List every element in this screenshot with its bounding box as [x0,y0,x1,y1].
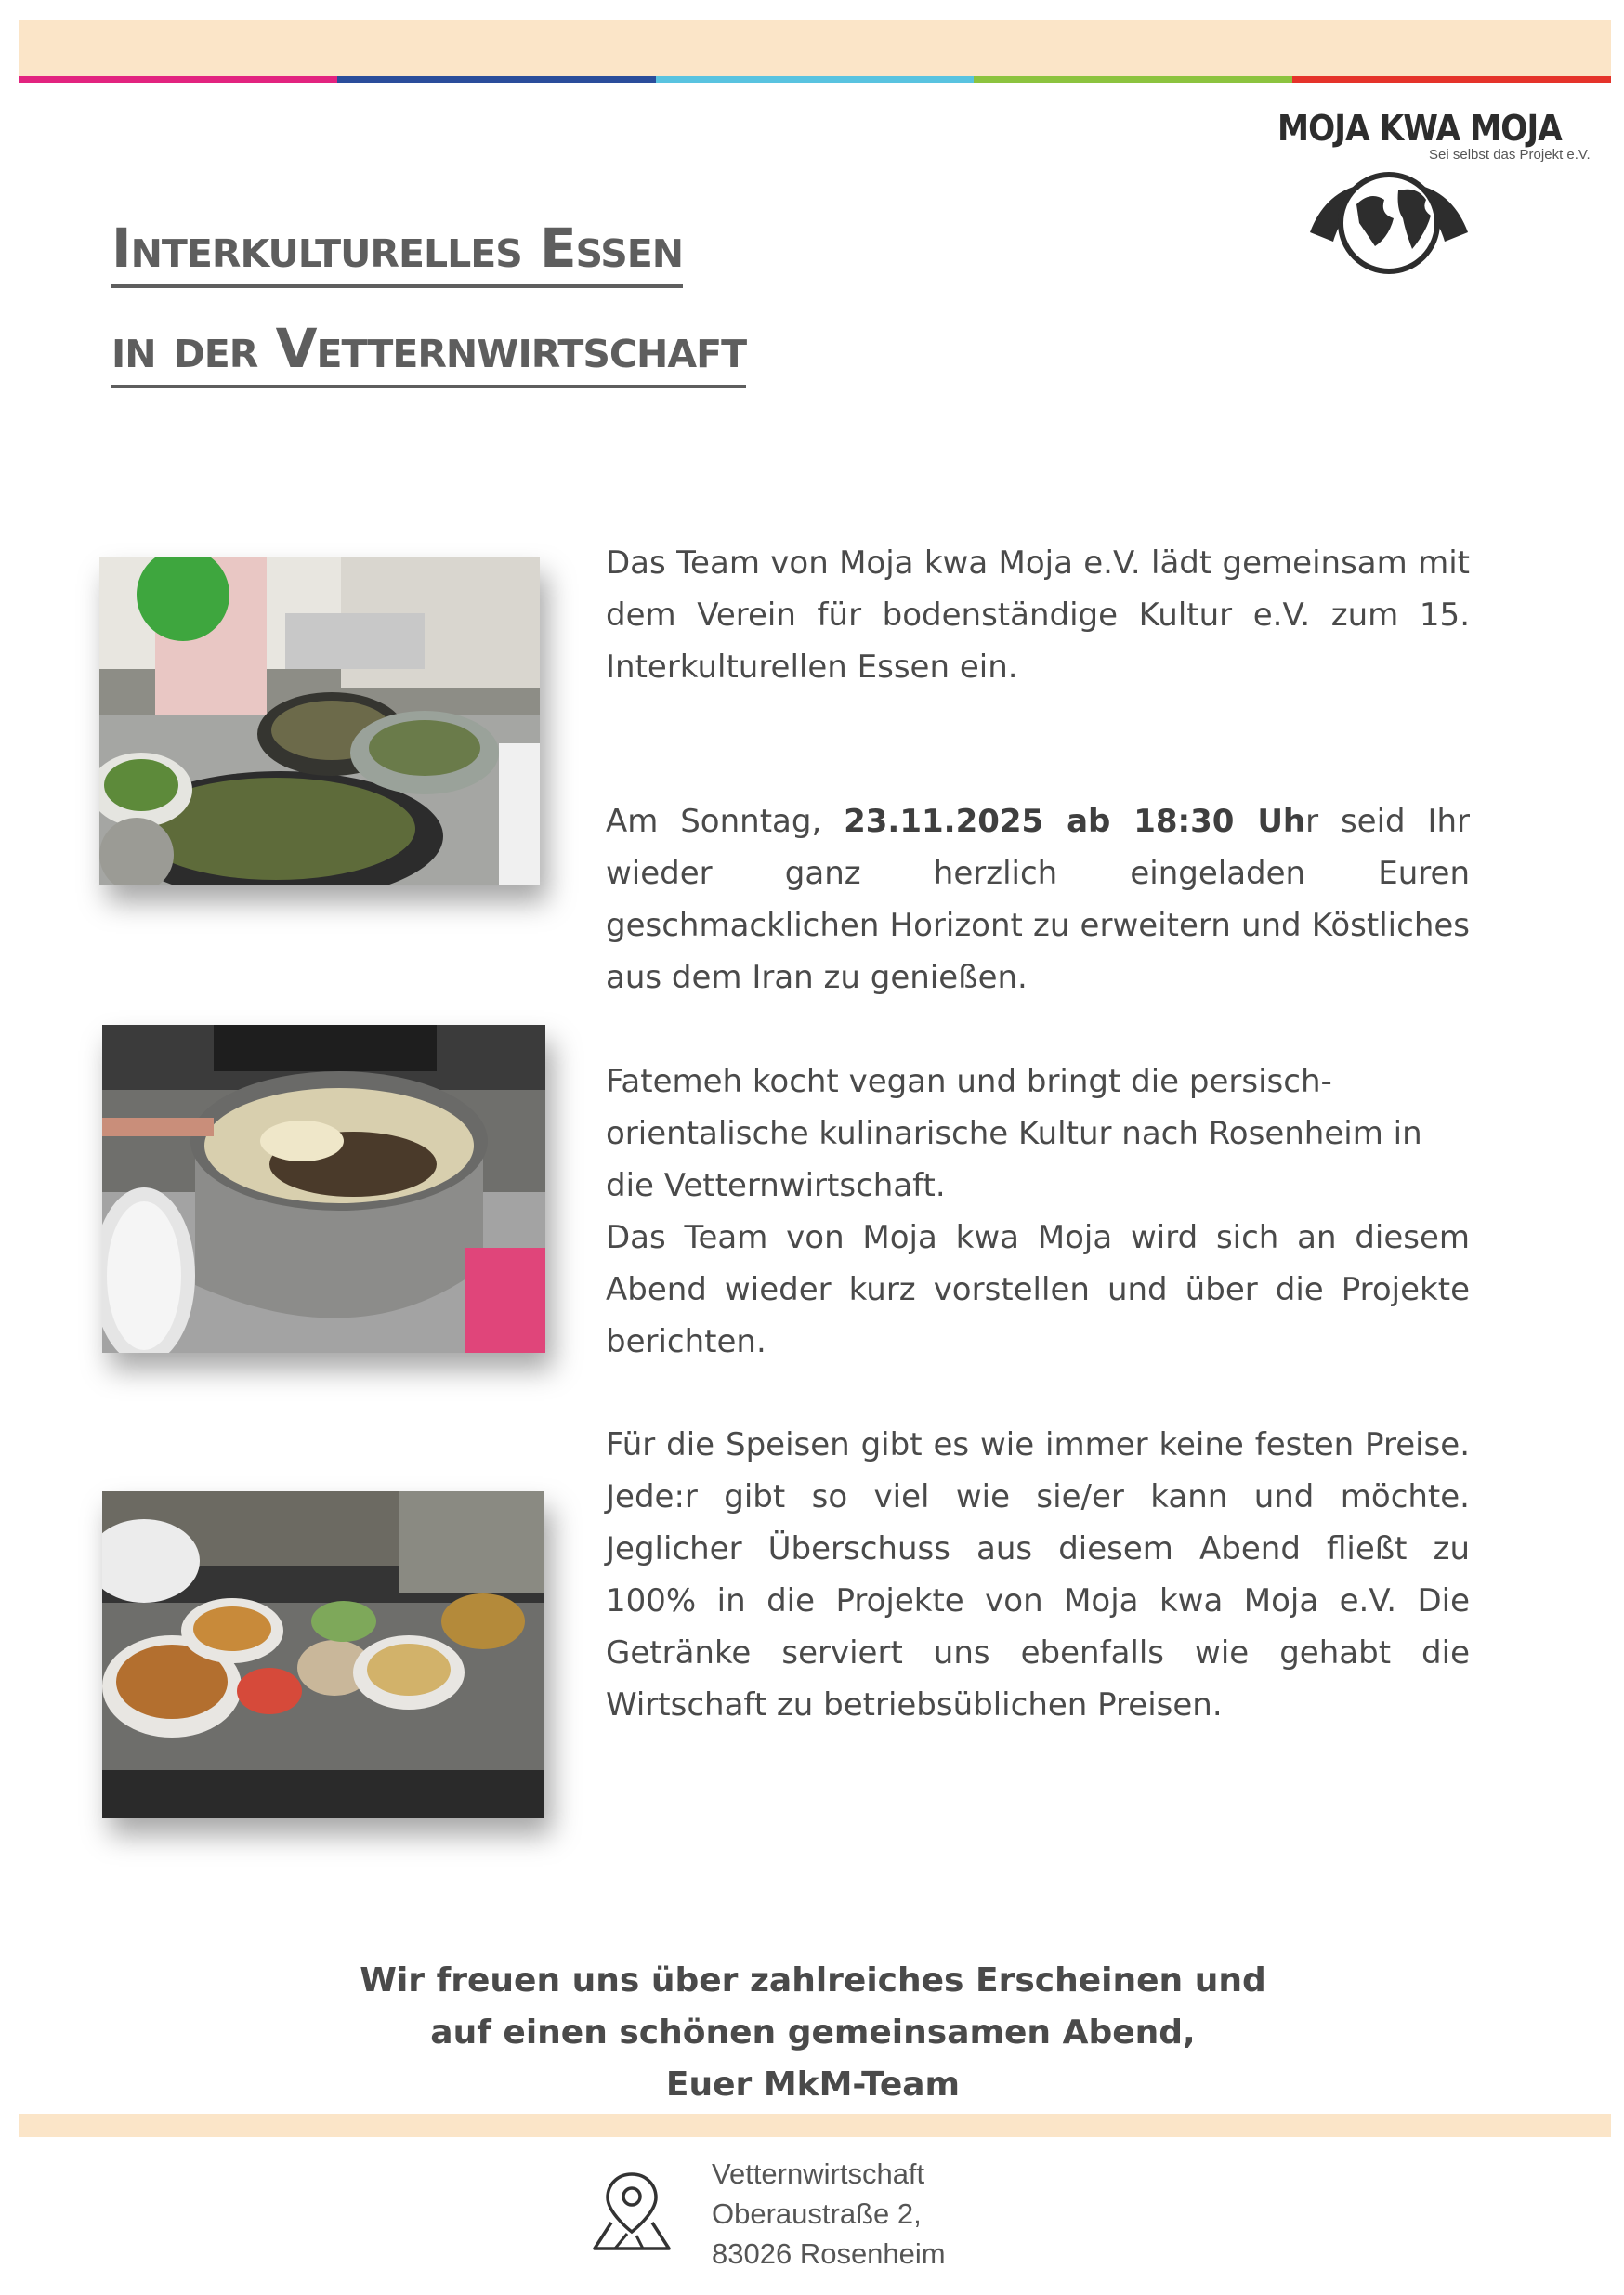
closing-line-2: auf einen schönen gemeinsamen Abend, [430,2013,1196,2052]
closing-signature: Euer MkM-Team [665,2066,961,2104]
logo-subtitle: Sei selbst das Projekt e.V. [1429,147,1591,163]
cook-paragraph-line: Fatemeh kocht vegan und bringt die persisch-orientalische kulinarische Kultur nach Rosenheim in die Vetternwirtschaft. [606,1063,1422,1204]
rainbow-rule [19,76,1611,83]
globe-hands-icon [1305,158,1473,279]
venue-address [712,2154,946,2274]
date-paragraph-start: Am Sonntag, [606,803,845,840]
title-line-2: in der Vetternwirtschaft [111,314,746,388]
photo-kitchen-bowls [99,557,540,885]
date-paragraph [606,795,1470,1003]
moja-kwa-moja-logo [1268,100,1598,282]
photo-buffet [102,1491,544,1818]
closing-line-1: Wir freuen uns über zahlreiches Erscheinen und [360,1961,1266,2000]
page-title [111,212,746,413]
venue-city: 83026 Rosenheim [712,2237,946,2270]
date-paragraph-end: r seid Ihr wieder ganz herzlich eingeladen Euren geschmacklichen Horizont zu erweitern und Köstliches aus dem Iran zu genießen. [606,803,1471,996]
intro-paragraph: Das Team von Moja kwa Moja e.V. lädt gemeinsam mit dem Verein für bodenständige Kultur e.V. zum 15. Interkulturellen Essen ein. [606,544,1470,686]
photo-rice-pot [102,1025,545,1353]
logo-title: MOJA KWA MOJA [1277,108,1562,149]
closing-message [279,1955,1347,2111]
bottom-color-band [19,2114,1611,2137]
map-pin-icon [585,2167,678,2252]
venue-street: Oberaustraße 2, [712,2197,922,2230]
venue-name: Vetternwirtschaft [712,2157,925,2190]
cook-paragraph [606,1056,1470,1368]
prices-paragraph: Für die Speisen gibt es wie immer keine festen Preise. Jede:r gibt so viel wie sie/er kann und möchte. Jeglicher Überschuss aus diesem Abend fließt zu 100% in die Projekte von Moja kwa Moja e.V. Die Getränke serviert uns ebenfalls wie gehabt die Wirtschaft zu betriebsüblichen Preisen. [606,1426,1470,1724]
top-color-band [19,20,1611,78]
title-line-1: Interkulturelles Essen [111,214,683,288]
event-date-time: 23.11.2025 ab 18:30 Uh [844,803,1306,840]
team-paragraph-line: Das Team von Moja kwa Moja wird sich an diesem Abend wieder kurz vorstellen und über die Projekte berichten. [606,1219,1470,1360]
